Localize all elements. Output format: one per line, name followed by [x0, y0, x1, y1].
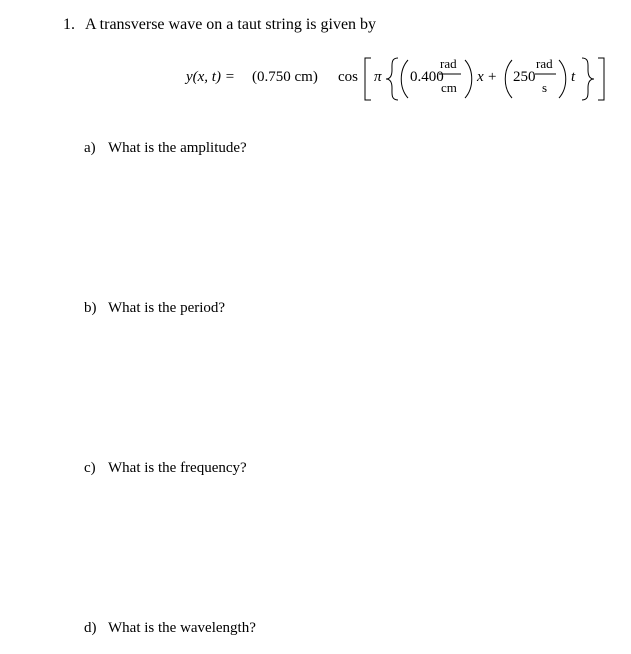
question-label: c)	[84, 460, 96, 476]
left-curly-brace	[386, 58, 398, 100]
right-square-bracket	[598, 58, 604, 100]
equation-k-value: 0.400	[410, 69, 444, 85]
left-paren-w	[505, 60, 512, 98]
k-unit-denominator: cm	[441, 80, 457, 95]
question-a	[84, 140, 247, 157]
wave-equation	[186, 44, 616, 106]
k-unit-numerator: rad	[440, 56, 457, 71]
question-text: What is the period?	[108, 300, 226, 316]
left-square-bracket	[365, 58, 371, 100]
equation-amplitude: (0.750 cm)	[252, 69, 318, 85]
question-label: d)	[84, 620, 97, 636]
question-text: What is the amplitude?	[108, 140, 247, 156]
equation-pi: π	[374, 69, 382, 85]
w-unit-numerator: rad	[536, 56, 553, 71]
wave-equation-svg	[186, 44, 616, 106]
question-label: a)	[84, 140, 96, 156]
left-paren-k	[401, 60, 408, 98]
question-label: b)	[84, 300, 97, 316]
problem-text: A transverse wave on a taut string is given by	[85, 16, 377, 33]
w-unit-denominator: s	[542, 80, 548, 95]
equation-lhs: y(x, t) =	[186, 69, 235, 85]
question-c	[84, 460, 247, 477]
right-curly-brace	[582, 58, 594, 100]
problem-number: 1.	[63, 16, 75, 33]
question-b	[84, 300, 225, 317]
problem-statement	[63, 16, 376, 34]
right-paren-w	[559, 60, 566, 98]
equation-cos: cos	[338, 69, 358, 85]
equation-t: t	[571, 69, 576, 85]
equation-plus: +	[488, 69, 497, 85]
question-text: What is the frequency?	[108, 460, 247, 476]
equation-w-value: 250	[513, 69, 536, 85]
question-d	[84, 620, 256, 637]
right-paren-k	[465, 60, 472, 98]
equation-x: x	[477, 69, 484, 85]
question-text: What is the wavelength?	[108, 620, 256, 636]
